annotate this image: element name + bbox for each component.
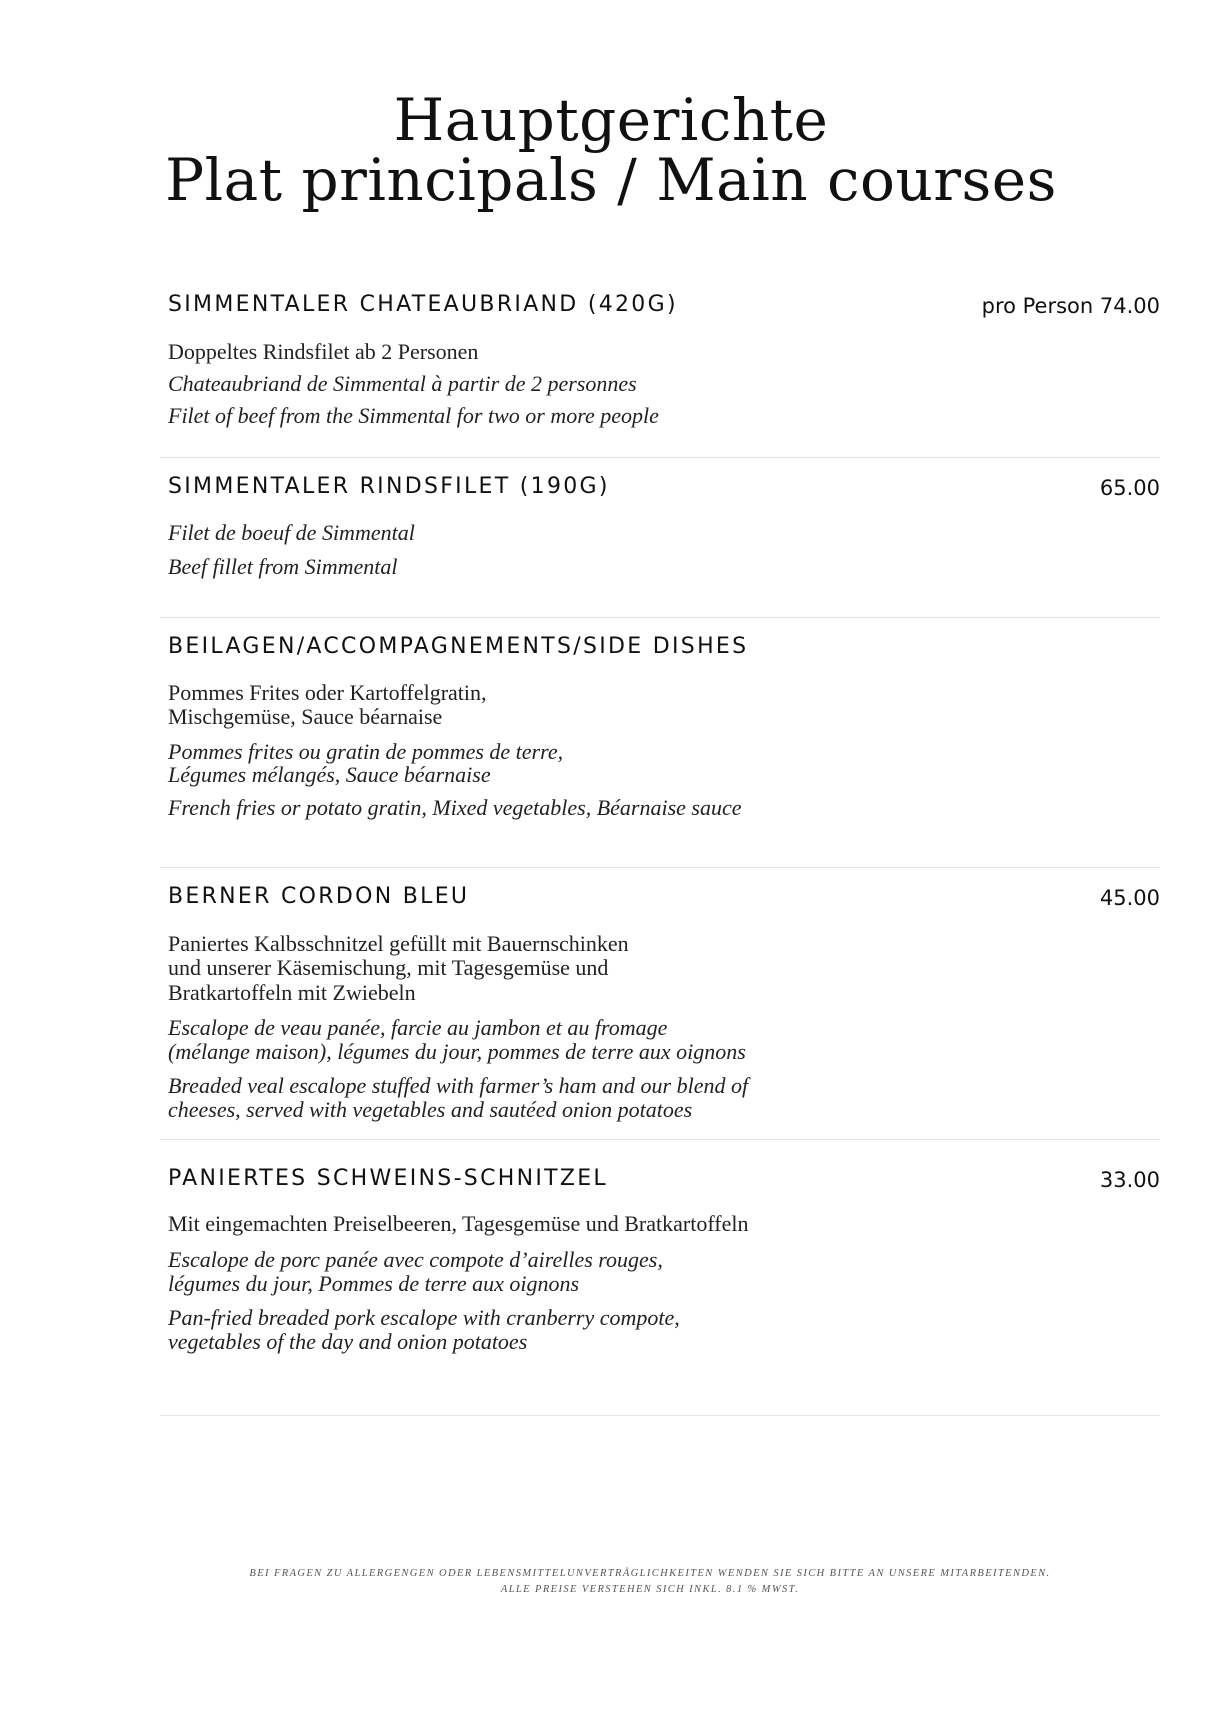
divider <box>160 1415 1160 1416</box>
item-desc-en: Beef fillet from Simmental <box>168 554 398 579</box>
title-fr-en: Plat principals / Main courses <box>165 146 1057 214</box>
item-desc-de: Mit eingemachten Preiselbeeren, Tagesgemüse und Bratkartoffeln <box>168 1211 749 1236</box>
divider <box>160 617 1160 618</box>
item-desc-fr: Chateaubriand de Simmental à partir de 2 personnes <box>168 371 637 396</box>
item-desc-de-2: Mischgemüse, Sauce béarnaise <box>168 704 443 729</box>
item-name: SIMMENTALER CHATEAUBRIAND (420G) <box>168 292 678 317</box>
item-desc-fr-2: légumes du jour, Pommes de terre aux oignons <box>168 1271 580 1296</box>
item-price: 65.00 <box>1099 476 1160 500</box>
item-desc-en-1: Breaded veal escalope stuffed with farmer’s ham and our blend of <box>168 1073 749 1098</box>
item-name: SIMMENTALER RINDSFILET (190G) <box>168 474 610 499</box>
item-desc-de-2: und unserer Käsemischung, mit Tagesgemüse und <box>168 955 609 980</box>
item-desc-fr-1: Escalope de veau panée, farcie au jambon et au fromage <box>168 1015 668 1040</box>
item-desc-en: Filet of beef from the Simmental for two or more people <box>168 403 659 428</box>
divider <box>160 867 1160 868</box>
footer-vat-note: ALLE PREISE VERSTEHEN SICH INKL. 8.1 % MWST. <box>500 1584 800 1595</box>
footer-note <box>0 1566 1222 1598</box>
divider <box>160 1139 1160 1140</box>
item-desc-de: Doppeltes Rindsfilet ab 2 Personen <box>168 339 479 364</box>
item-desc-fr-1: Pommes frites ou gratin de pommes de terre, <box>168 739 564 764</box>
item-name: PANIERTES SCHWEINS-SCHNITZEL <box>168 1166 608 1191</box>
item-desc-fr-1: Escalope de porc panée avec compote d’airelles rouges, <box>168 1247 663 1272</box>
footer-allergen-note: BEI FRAGEN ZU ALLERGENGEN ODER LEBENSMITTELUNVERTRÄGLICHKEITEN WENDEN SIE SICH BITTE AN UNSERE MITARBEITENDEN. <box>249 1568 1051 1579</box>
item-desc-fr: Filet de boeuf de Simmental <box>168 520 415 545</box>
title-de: Hauptgerichte <box>393 86 829 154</box>
item-desc-de-3: Bratkartoffeln mit Zwiebeln <box>168 980 416 1005</box>
menu-header <box>0 86 1222 214</box>
item-desc-fr-2: Légumes mélangés, Sauce béarnaise <box>168 762 491 787</box>
divider <box>160 457 1160 458</box>
item-price: 33.00 <box>1099 1168 1160 1192</box>
item-desc-de-1: Pommes Frites oder Kartoffelgratin, <box>168 680 487 705</box>
item-desc-fr-2: (mélange maison), légumes du jour, pommes de terre aux oignons <box>168 1039 746 1064</box>
item-price: pro Person 74.00 <box>981 294 1160 318</box>
item-desc-en-2: cheeses, served with vegetables and sautéed onion potatoes <box>168 1097 693 1122</box>
item-name: BERNER CORDON BLEU <box>168 884 470 909</box>
item-desc-en-2: vegetables of the day and onion potatoes <box>168 1329 528 1354</box>
item-name: BEILAGEN/ACCOMPAGNEMENTS/SIDE DISHES <box>168 634 749 659</box>
item-desc-de-1: Paniertes Kalbsschnitzel gefüllt mit Bauernschinken <box>168 931 629 956</box>
item-price: 45.00 <box>1099 886 1160 910</box>
item-desc-en: French fries or potato gratin, Mixed vegetables, Béarnaise sauce <box>168 795 742 820</box>
item-desc-en-1: Pan-fried breaded pork escalope with cranberry compote, <box>168 1305 680 1330</box>
